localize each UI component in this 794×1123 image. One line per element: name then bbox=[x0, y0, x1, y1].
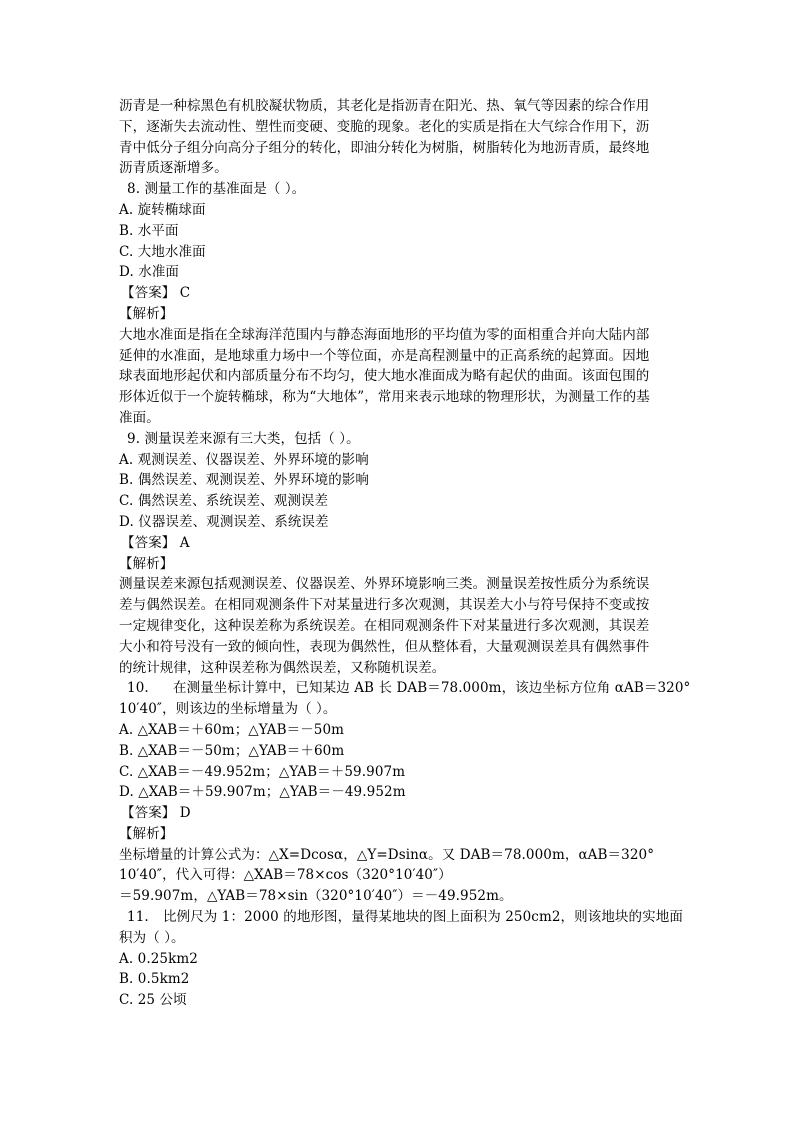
analysis-line: 一定规律变化，这种误差称为系统误差。在相同观测条件下对某量进行多次观测，其误差 bbox=[119, 617, 650, 634]
option-c: C. 大地水准面 bbox=[119, 243, 206, 260]
option-a: A. 观测误差、仪器误差、外界环境的影响 bbox=[119, 451, 369, 468]
analysis-label: 【解析】 bbox=[119, 305, 174, 322]
option-a: A. △XAB＝＋60m；△YAB＝－50m bbox=[119, 721, 345, 738]
option-d: D. 仪器误差、观测误差、系统误差 bbox=[119, 513, 329, 530]
intro-line: 青中低分子组分向高分子组分的转化，即油分转化为树脂，树脂转化为地沥青质，最终地 bbox=[119, 139, 650, 156]
question-text: 9. 测量误差来源有三大类，包括（ ）。 bbox=[127, 430, 360, 447]
analysis-line: 测量误差来源包括观测误差、仪器误差、外界环境影响三类。测量误差按性质分为系统误 bbox=[119, 576, 650, 593]
question-number: 10. bbox=[127, 680, 149, 697]
question-line: 10′40″，则该边的坐标增量为（ ）。 bbox=[119, 701, 337, 718]
analysis-label: 【解析】 bbox=[119, 555, 174, 572]
question-text: 8. 测量工作的基准面是（ ）。 bbox=[127, 181, 306, 198]
intro-paragraph bbox=[119, 96, 679, 179]
question-line: 比例尺为 1：2000 的地形图，量得某地块的图上面积为 250cm2，则该地块的实地面 bbox=[163, 909, 683, 926]
question-line: 在测量坐标计算中，已知某边 AB 长 DAB＝78.000m，该边坐标方位角 αAB＝320° bbox=[173, 680, 691, 697]
option-b: B. 偶然误差、观测误差、外界环境的影响 bbox=[119, 472, 370, 489]
intro-line: 沥青质逐渐增多。 bbox=[119, 160, 228, 177]
analysis-line: 的统计规律，这种误差称为偶然误差，又称随机误差。 bbox=[119, 659, 446, 676]
question-text bbox=[119, 678, 691, 699]
option-b: B. 水平面 bbox=[119, 222, 179, 239]
option-b: B. 0.5km2 bbox=[119, 971, 190, 988]
document-page bbox=[119, 96, 691, 1011]
answer: 【答案】 A bbox=[121, 534, 190, 551]
analysis-line: 差与偶然误差。在相同观测条件下对某量进行多次观测，其误差大小与符号保持不变或按 bbox=[119, 597, 650, 614]
option-c: C. △XAB＝－49.952m；△YAB＝＋59.907m bbox=[119, 763, 406, 780]
analysis-line: 准面。 bbox=[119, 409, 160, 426]
question-text bbox=[119, 907, 683, 928]
intro-line: 沥青是一种棕黑色有机胶凝状物质，其老化是指沥青在阳光、热、氧气等因素的综合作用 bbox=[119, 98, 650, 114]
analysis-line: ＝59.907m，△YAB＝78×sin（320°10′40″）＝－49.952m。 bbox=[119, 888, 513, 905]
analysis-line: 球表面地形起伏和内部质量分布不均匀，使大地水准面成为略有起伏的曲面。该面包围的 bbox=[119, 368, 650, 385]
question-10 bbox=[119, 678, 691, 907]
analysis-line: 10′40″，代入可得：△XAB＝78×cos（320°10′40″） bbox=[119, 867, 452, 884]
option-b: B. △XAB＝－50m；△YAB＝＋60m bbox=[119, 742, 345, 759]
question-8 bbox=[119, 179, 679, 429]
option-c: C. 偶然误差、系统误差、观测误差 bbox=[119, 493, 329, 510]
answer: 【答案】 C bbox=[121, 285, 191, 302]
analysis-line: 大小和符号没有一致的倾向性，表现为偶然性，但从整体看，大量观测误差具有偶然事件 bbox=[119, 638, 650, 655]
option-d: D. △XAB＝＋59.907m；△YAB＝－49.952m bbox=[119, 784, 406, 801]
question-9 bbox=[119, 429, 679, 679]
answer: 【答案】 D bbox=[121, 805, 191, 822]
intro-line: 下，逐渐失去流动性、塑性而变硬、变脆的现象。老化的实质是指在大气综合作用下，沥 bbox=[119, 118, 650, 135]
analysis-line: 形体近似于一个旋转椭球，称为“大地体”，常用来表示地球的物理形状，为测量工作的基 bbox=[119, 389, 650, 406]
option-a: A. 0.25km2 bbox=[119, 950, 198, 967]
question-number: 11. bbox=[127, 909, 149, 926]
analysis-line: 大地水准面是指在全球海洋范围内与静态海面地形的平均值为零的面相重合并向大陆内部 bbox=[119, 326, 650, 343]
analysis-label: 【解析】 bbox=[119, 825, 174, 842]
option-c: C. 25 公顷 bbox=[119, 992, 187, 1009]
option-a: A. 旋转椭球面 bbox=[119, 201, 206, 218]
analysis-line: 坐标增量的计算公式为：△X=Dcosα，△Y=Dsinα。又 DAB＝78.000m，αAB＝320° bbox=[119, 846, 655, 863]
analysis-line: 延伸的水准面，是地球重力场中一个等位面，亦是高程测量中的正高系统的起算面。因地 bbox=[119, 347, 650, 364]
question-line: 积为（ ）。 bbox=[119, 929, 185, 946]
question-11 bbox=[119, 907, 683, 1011]
option-d: D. 水准面 bbox=[119, 264, 180, 281]
